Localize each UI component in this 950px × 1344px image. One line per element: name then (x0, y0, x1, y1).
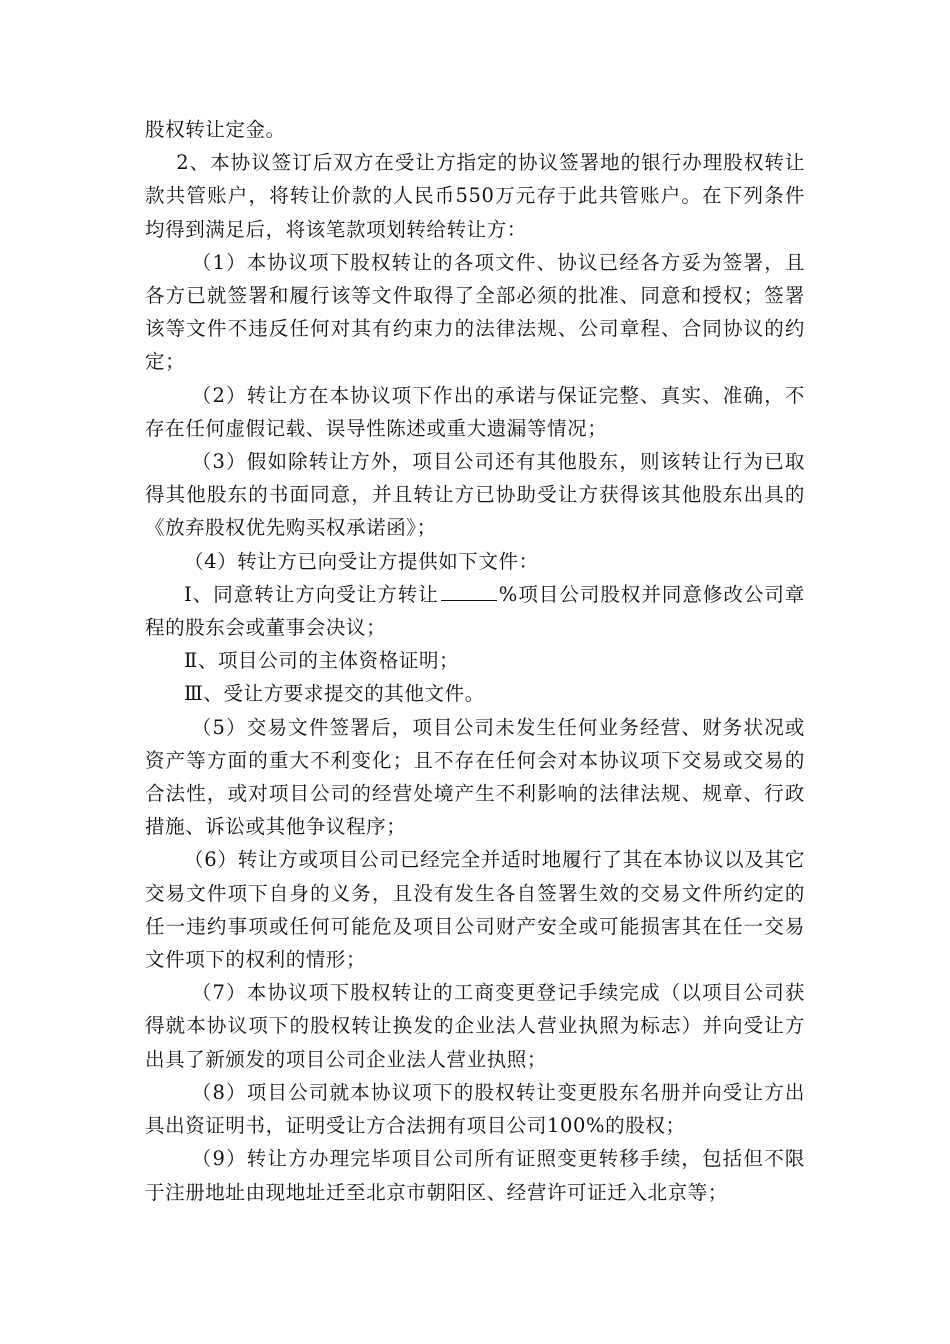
paragraph-condition-1: （1）本协议项下股权转让的各项文件、协议已经各方妥为签署，且各方已就签署和履行该等文件取得了全部必须的批准、同意和授权；签署该等文件不违反任何对其有约束力的法律法规、公司章程、合同协议的约定； (145, 250, 805, 374)
paragraph-clause-2: 2、本协议签订后双方在受让方指定的协议签署地的银行办理股权转让款共管账户，将转让价款的人民币550万元存于此共管账户。在下列条件均得到满足后，将该笔款项划转给转让方： (145, 151, 805, 241)
paragraph-continuation: 股权转让定金。 (145, 118, 286, 141)
item-i-text-before: Ⅰ、同意转让方向受让方转让 (184, 582, 439, 606)
document-body (145, 113, 805, 1209)
paragraph-condition-4: （4）转让方已向受让方提供如下文件： (184, 549, 539, 573)
paragraph-condition-3: （3）假如除转让方外，项目公司还有其他股东，则该转让行为已取得其他股东的书面同意，并且转让方已协助受让方获得该其他股东出具的《放弃股权优先购买权承诺函》； (145, 450, 805, 540)
paragraph-condition-5: （5）交易文件签署后，项目公司未发生任何业务经营、财务状况或资产等方面的重大不利变化；且不存在任何会对本协议项下交易或交易的合法性，或对项目公司的经营处境产生不利影响的法律法规、规章、行政措施、诉讼或其他争议程序； (145, 715, 805, 839)
paragraph-condition-2: （2）转让方在本协议项下作出的承诺与保证完整、真实、准确，不存在任何虚假记载、误导性陈述或重大遗漏等情况； (145, 383, 805, 440)
item-i-text-after: %项目公司股权并同意修改公司章程的股东会或董事会决议； (145, 582, 805, 640)
paragraph-item-iii: Ⅲ、受让方要求提交的其他文件。 (184, 682, 485, 706)
paragraph-item-ii: Ⅱ、项目公司的主体资格证明； (184, 649, 460, 673)
paragraph-condition-7: （7）本协议项下股权转让的工商变更登记手续完成（以项目公司获得就本协议项下的股权转让换发的企业法人营业执照为标志）并向受让方出具了新颁发的项目公司企业法人营业执照； (145, 981, 805, 1071)
paragraph-condition-9: （9）转让方办理完毕项目公司所有证照变更转移手续，包括但不限于注册地址由现地址迁至北京市朝阳区、经营许可证迁入北京等； (145, 1147, 805, 1204)
paragraph-condition-8: （8）项目公司就本协议项下的股权转让变更股东名册并向受让方出具出资证明书，证明受让方合法拥有项目公司100%的股权； (145, 1080, 805, 1138)
fill-in-blank (441, 582, 497, 601)
paragraph-condition-6: （6）转让方或项目公司已经完全并适时地履行了其在本协议以及其它交易文件项下自身的义务，且没有发生各自签署生效的交易文件所约定的任一违约事项或任何可能危及项目公司财产安全或可能损害其在任一交易文件项下的权利的情形； (145, 848, 805, 972)
paragraph-item-i (145, 578, 805, 644)
